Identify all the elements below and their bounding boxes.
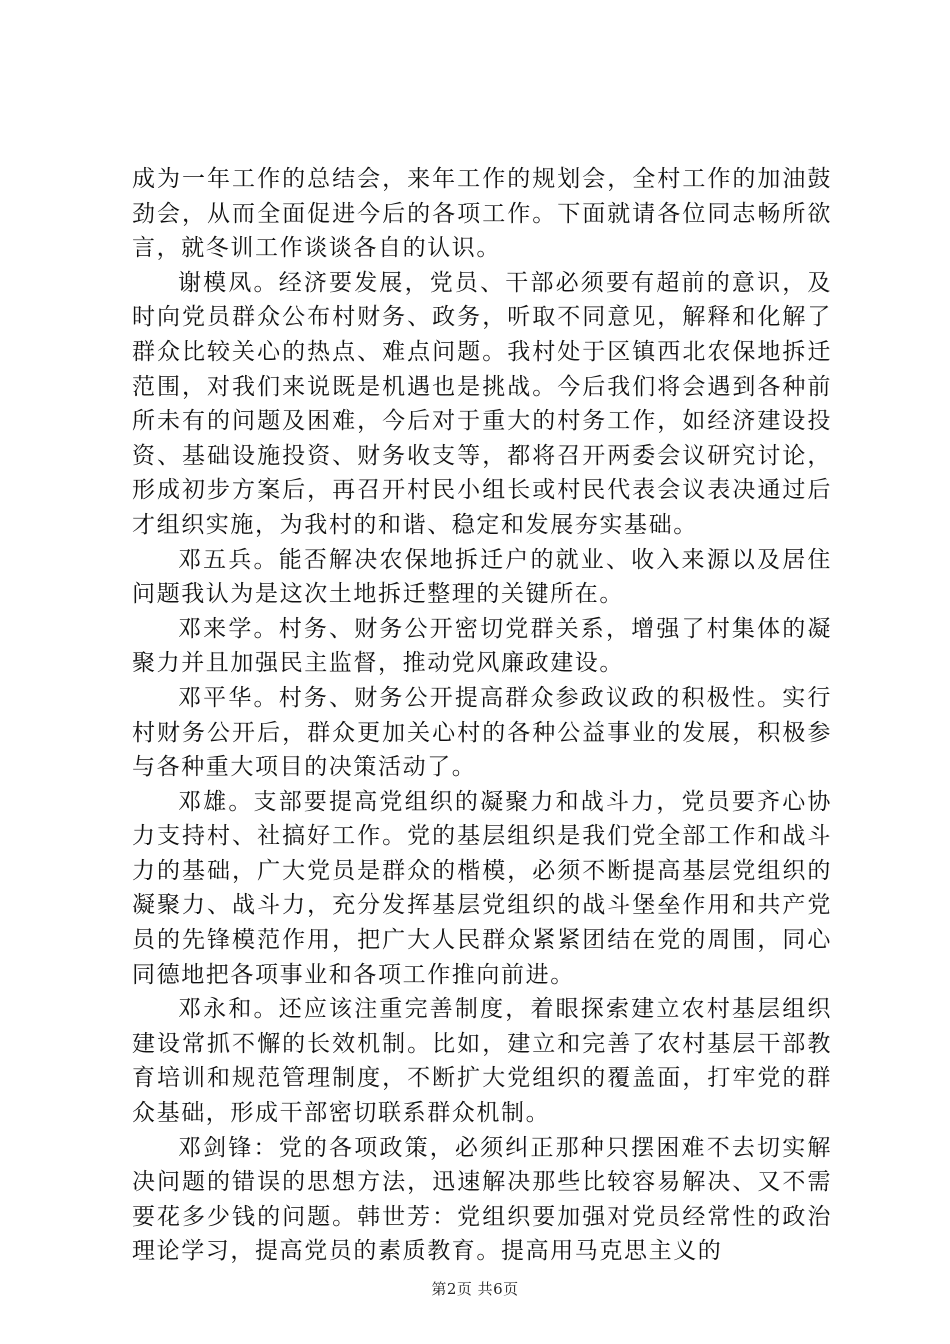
paragraph-deng-pinghua: 邓平华。村务、财务公开提高群众参政议政的积极性。实行村财务公开后，群众更加关心村的各种公益事业的发展，积极参与各种重大项目的决策活动了。 bbox=[132, 684, 832, 781]
paragraph-continuation: 成为一年工作的总结会，来年工作的规划会，全村工作的加油鼓劲会，从而全面促进今后的各项工作。下面就请各位同志畅所欲言，就冬训工作谈谈各自的认识。 bbox=[132, 166, 832, 262]
page-number-footer: 第2页 共6页 bbox=[431, 1280, 519, 1298]
paragraph-xie-mofeng: 谢模凤。经济要发展，党员、干部必须要有超前的意识，及时向党员群众公布村财务、政务，听取不同意见，解释和化解了群众比较关心的热点、难点问题。我村处于区镇西北农保地拆迁范围，对我们来说既是机遇也是挑战。今后我们将会遇到各种前所未有的问题及困难，今后对于重大的村务工作，如经济建设投资、基础设施投资、财务收支等，都将召开两委会议研究讨论，形成初步方案后，再召开村民小组长或村民代表会议表决通过后才组织实施，为我村的和谐、稳定和发展夯实基础。 bbox=[132, 269, 832, 538]
paragraph-deng-yonghe: 邓永和。还应该注重完善制度，着眼探索建立农村基层组织建设常抓不懈的长效机制。比如，建立和完善了农村基层干部教育培训和规范管理制度，不断扩大党组织的覆盖面，打牢党的群众基础，形成干部密切联系群众机制。 bbox=[132, 996, 832, 1127]
paragraph-deng-wubing: 邓五兵。能否解决农保地拆迁户的就业、收入来源以及居住问题我认为是这次土地拆迁整理的关键所在。 bbox=[132, 546, 832, 608]
document-body bbox=[132, 162, 832, 1269]
paragraph-deng-jianfeng: 邓剑锋：党的各项政策，必须纠正那种只摆困难不去切实解决问题的错误的思想方法，迅速解决那些比较容易解决、又不需要花多少钱的问题。韩世芳：党组织要加强对党员经常性的政治理论学习，提高党员的素质教育。提高用马克思主义的 bbox=[132, 1134, 832, 1265]
paragraph-deng-laixue: 邓来学。村务、财务公开密切党群关系，增强了村集体的凝聚力并且加强民主监督，推动党风廉政建设。 bbox=[132, 615, 832, 677]
paragraph-deng-xiong: 邓雄。支部要提高党组织的凝聚力和战斗力，党员要齐心协力支持村、社搞好工作。党的基层组织是我们党全部工作和战斗力的基础，广大党员是群众的楷模，必须不断提高基层党组织的凝聚力、战斗力，充分发挥基层党组织的战斗堡垒作用和共产党员的先锋模范作用，把广大人民群众紧紧团结在党的周围，同心同德地把各项事业和各项工作推向前进。 bbox=[132, 788, 832, 988]
